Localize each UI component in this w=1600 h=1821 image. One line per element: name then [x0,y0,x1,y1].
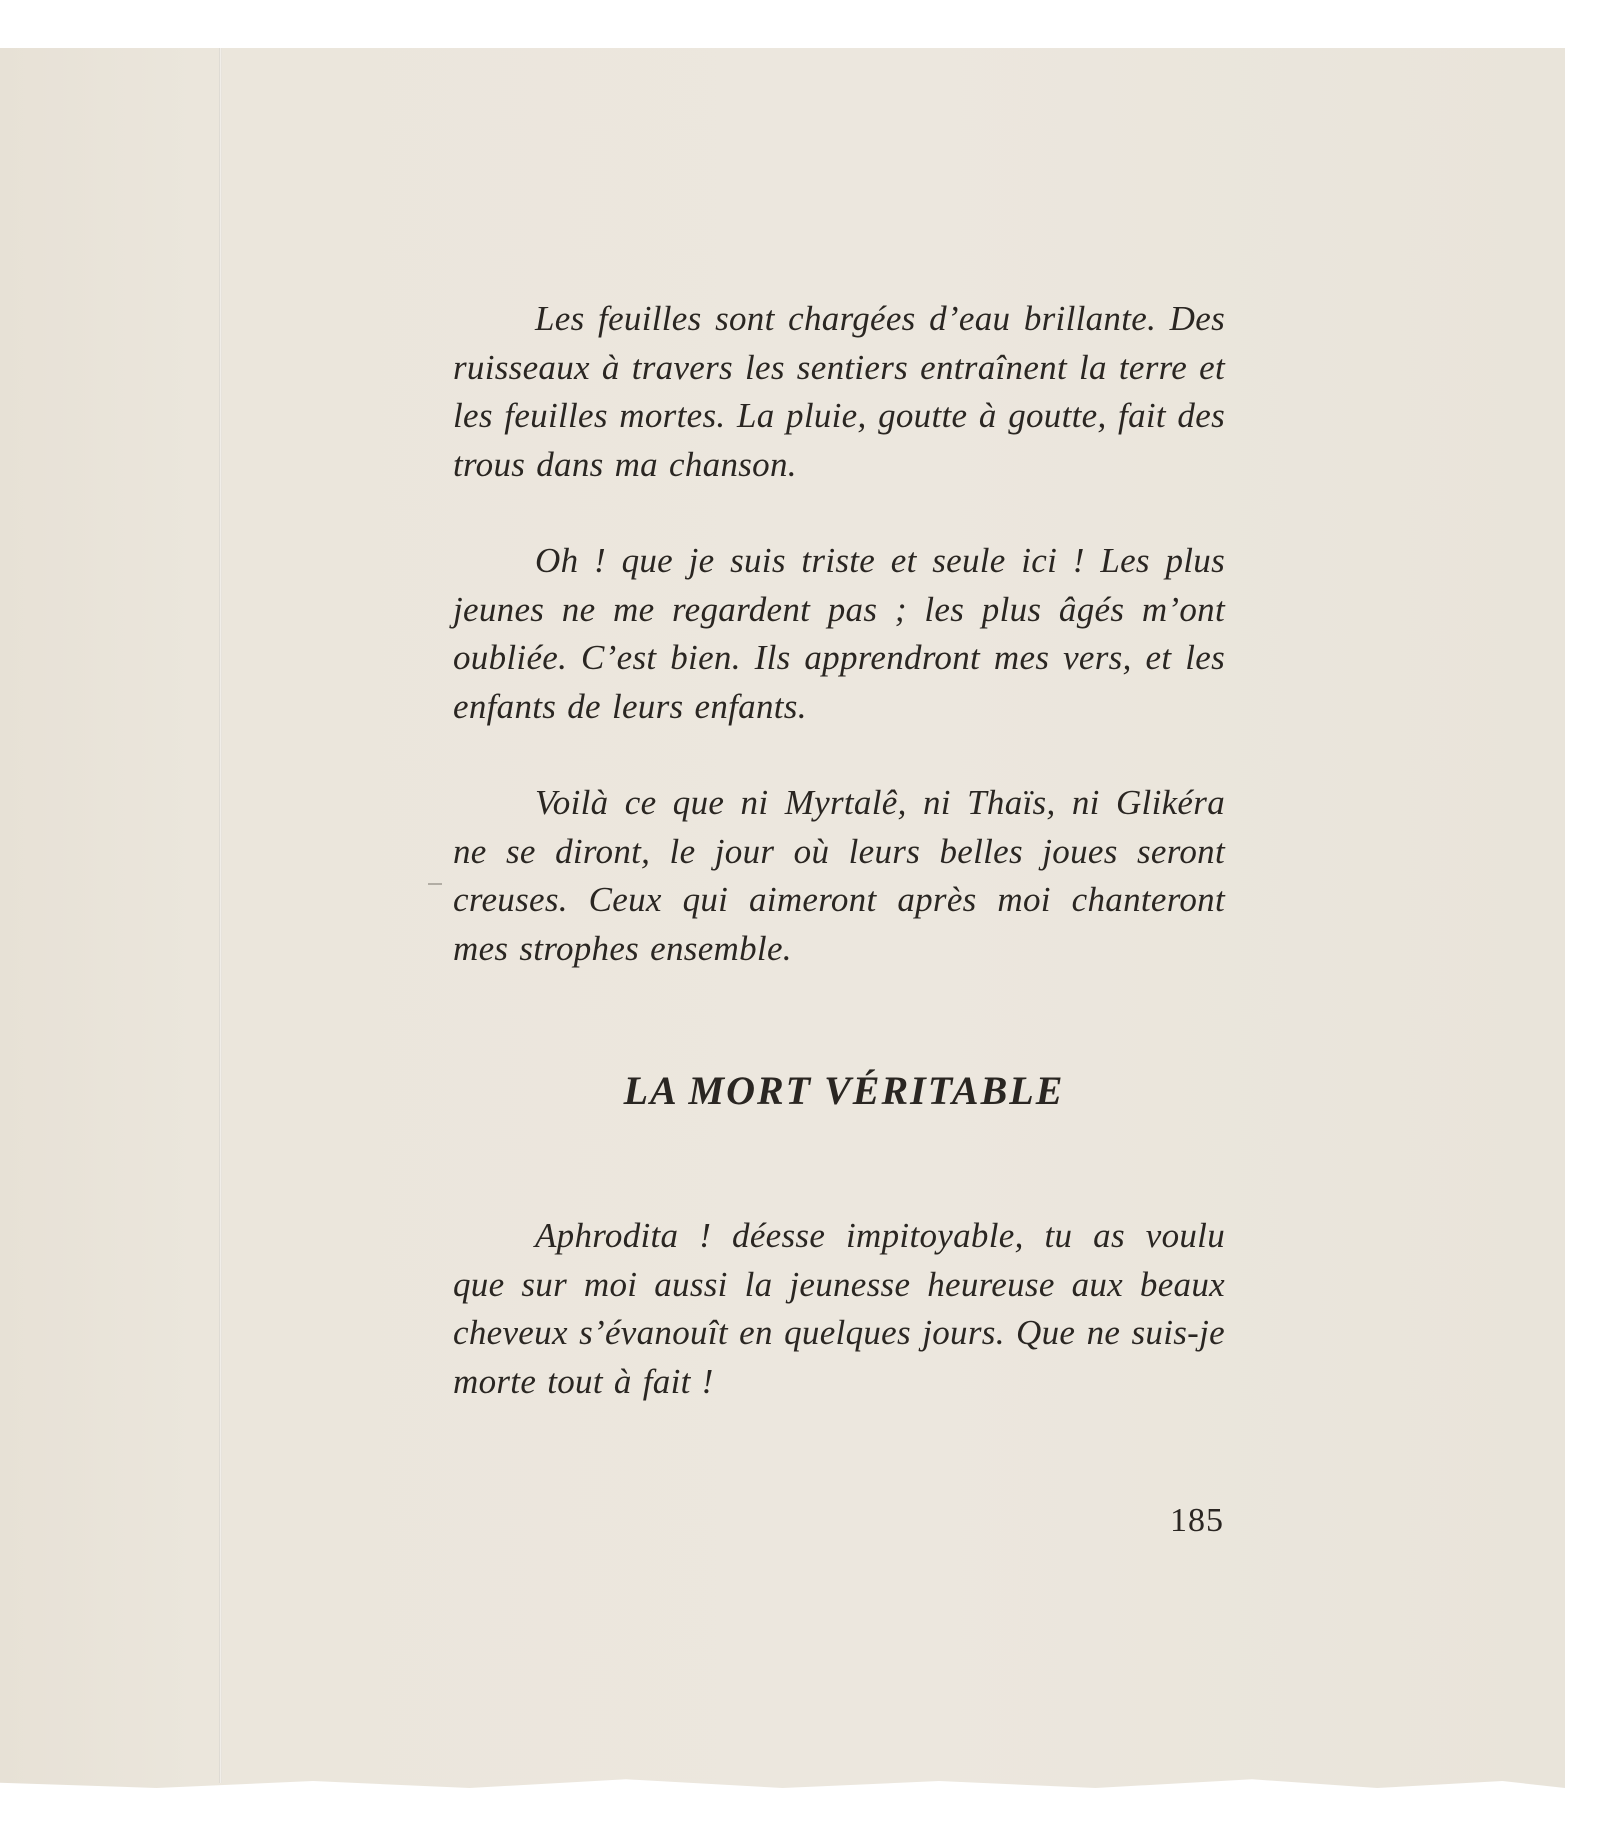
text-block [453,295,1225,1406]
page-number: 185 [1170,1502,1224,1539]
pencil-mark [428,883,442,885]
page-fold-line [219,48,222,1783]
paragraph-2: Oh ! que je suis triste et seule ici ! Les plus jeunes ne me regardent pas ; les plus âgés m’ont oubliée. C’est bien. Ils apprendront mes vers, et les enfants de leurs enfants. [453,541,1225,726]
paragraph-3: Voilà ce que ni Myrtalê, ni Thaïs, ni Glikéra ne se diront, le jour où leurs belles joues seront creuses. Ceux qui aimeront après moi chanteront mes strophes ensemble. [453,783,1225,968]
paragraph-1: Les feuilles sont chargées d’eau brillante. Des ruisseaux à travers les sentiers entraînent la terre et les feuilles mortes. La pluie, goutte à goutte, fait des trous dans ma chanson. [453,299,1225,484]
section-paragraph: Aphrodita ! déesse impitoyable, tu as voulu que sur moi aussi la jeunesse heureuse aux beaux cheveux s’évanouît en quelques jours. Que ne suis-je morte tout à fait ! [453,1216,1225,1401]
section-title: LA MORT VÉRITABLE [623,1068,1065,1113]
